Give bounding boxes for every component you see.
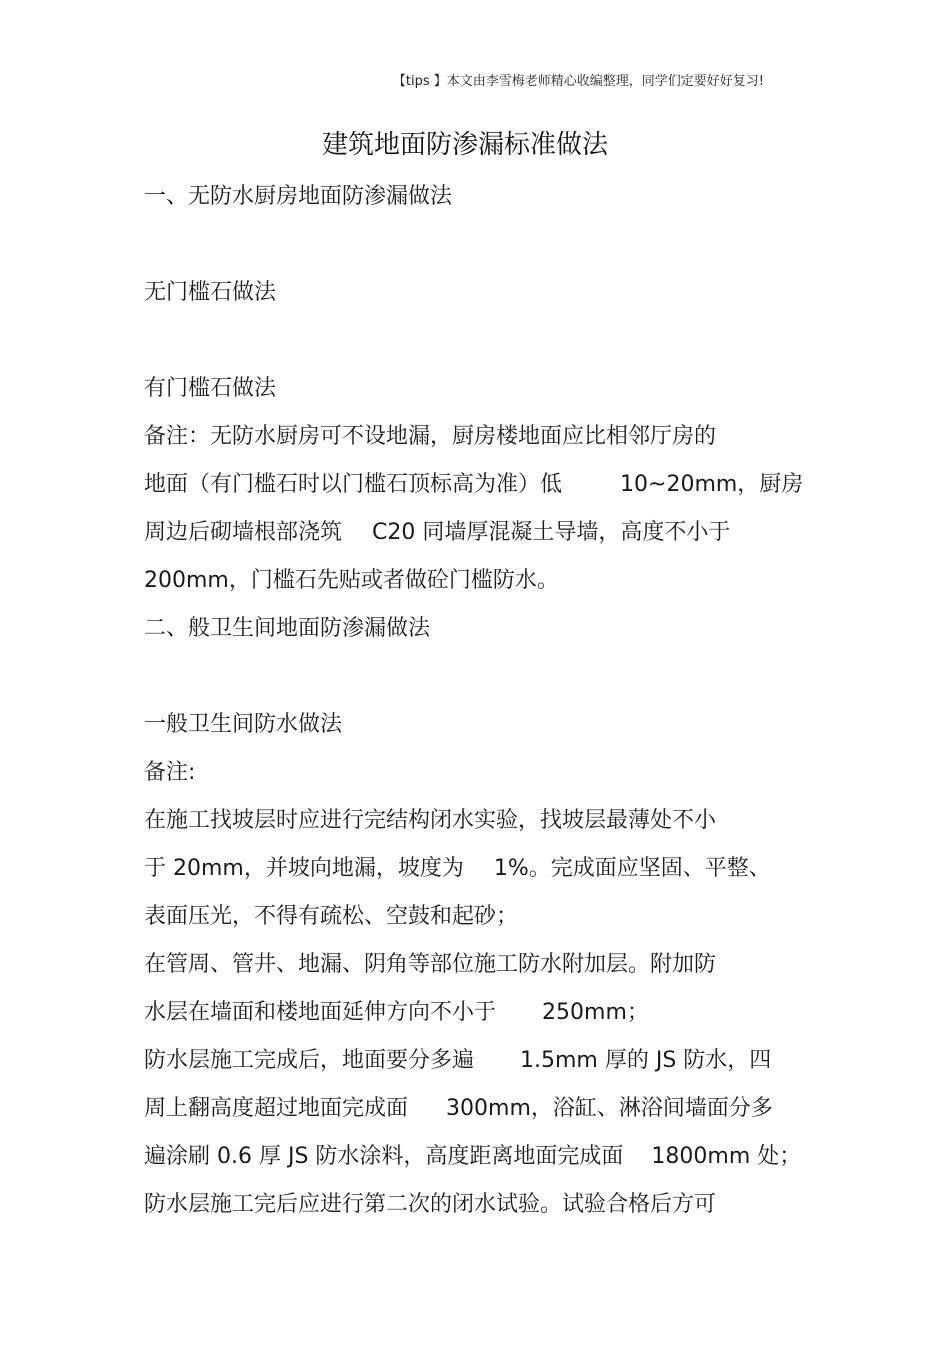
para1-line2-b: 1%。完成面应坚固、平整、 [493, 856, 771, 881]
sub-heading-with-threshold: 有门槛石做法 [144, 376, 277, 401]
para1-line1: 在施工找坡层时应进行完结构闭水实验，找坡层最薄处不小 [144, 808, 717, 833]
para2-line2-b: 250mm； [542, 1000, 649, 1025]
note1-line3-a: 周边后砌墙根部浇筑 [144, 520, 343, 545]
para2-line2-a: 水层在墙面和楼地面延伸方向不小于 [144, 1000, 497, 1025]
para3-line2-a: 周上翻高度超过地面完成面 [144, 1096, 409, 1121]
sub-heading-bathroom: 一般卫生间防水做法 [144, 712, 343, 737]
para1-line2-a: 于 20mm，并坡向地漏，坡度为 [144, 856, 464, 881]
para2-line2 [144, 1000, 649, 1026]
note1-line2-a: 地面（有门槛石时以门槛石顶标高为准）低 [144, 472, 563, 497]
section2-heading: 二、般卫生间地面防渗漏做法 [144, 616, 431, 641]
note2-label: 备注: [144, 760, 196, 785]
note1-line3-b: C20 同墙厚混凝土导墙，高度不小于 [372, 520, 731, 545]
page-title: 建筑地面防渗漏标准做法 [321, 130, 608, 160]
para3-line4: 防水层施工完后应进行第二次的闭水试验。试验合格后方可 [144, 1192, 717, 1217]
para1-line3: 表面压光，不得有疏松、空鼓和起砂； [144, 904, 519, 929]
note1-line2 [144, 472, 803, 498]
section1-heading: 一、无防水厨房地面防渗漏做法 [144, 184, 453, 209]
para1-line2 [144, 856, 771, 882]
para3-line1-a: 防水层施工完成后，地面要分多遍 [144, 1048, 475, 1073]
sub-heading-no-threshold: 无门槛石做法 [144, 280, 277, 305]
para3-line3-a: 遍涂刷 0.6 厚 JS 防水涂料，高度距离地面完成面 [144, 1144, 624, 1169]
para3-line3-b: 1800mm 处； [651, 1144, 802, 1169]
para3-line2 [144, 1096, 773, 1122]
note1-line3 [144, 520, 730, 546]
para2-line1: 在管周、管井、地漏、阴角等部位施工防水附加层。附加防 [144, 952, 717, 977]
para3-line1 [144, 1048, 771, 1074]
tips-header: 【tips 】本文由李雪梅老师精心收编整理，同学们定要好好复习! [392, 74, 764, 89]
note1-line1: 备注：无防水厨房可不设地漏，厨房楼地面应比相邻厅房的 [144, 424, 717, 449]
para3-line1-b: 1.5mm 厚的 JS 防水，四 [520, 1048, 772, 1073]
para3-line2-b: 300mm，浴缸、淋浴间墙面分多 [446, 1096, 773, 1121]
note1-line4: 200mm，门槛石先贴或者做砼门槛防水。 [144, 568, 559, 593]
para3-line3 [144, 1144, 801, 1170]
note1-line2-b: 10~20mm，厨房 [620, 472, 804, 497]
